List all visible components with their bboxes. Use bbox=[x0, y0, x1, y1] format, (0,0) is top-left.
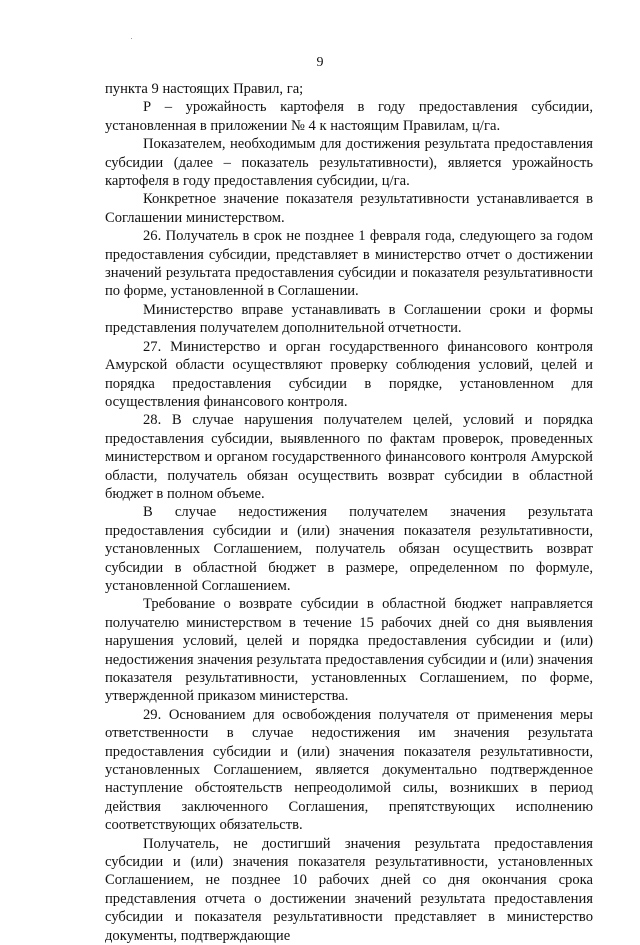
paragraph-p-definition: Р – урожайность картофеля в году предоставления субсидии, установленная в приложении № 4 к настоящим Правилам, ц/га. bbox=[105, 99, 593, 134]
paragraph-clause-28: 28. В случае нарушения получателем целей, условий и порядка предоставления субсидии, выявленного по фактам проверок, проведенных министерством и органом государственного финансового контроля Амурской области, получатель обязан осуществить возврат субсидии в областной бюджет в полном объеме. bbox=[105, 412, 593, 502]
paragraph-clause-29: 29. Основанием для освобождения получателя от применения меры ответственности в случае недостижения им значения результата предоставления субсидии и (или) значения показателя результативности, установленных Соглашением, является документально подтвержденное наступление обстоятельств непреодолимой силы, возникших в период действия заключенного Соглашения, препятствующих исполнению соответствующих обязательств. bbox=[105, 706, 593, 834]
paragraph-clause-26: 26. Получатель в срок не позднее 1 февраля года, следующего за годом предоставления субсидии, представляет в министерство отчет о достижении значений результата предоставления субсидии и показателя результативности по форме, установленной в Соглашении. bbox=[105, 228, 593, 300]
scan-mark bbox=[131, 38, 132, 39]
paragraph-clause-27: 27. Министерство и орган государственного финансового контроля Амурской области осуществляют проверку соблюдения условий, целей и порядка предоставления субсидии в порядке, установленном для осуществления финансового контроля. bbox=[105, 338, 593, 410]
paragraph-refund-demand: Требование о возврате субсидии в областной бюджет направляется получателю министерством в течение 15 рабочих дней со дня выявления нарушения условий, целей и порядка предоставления субсидии и (или) недостижения значения результата предоставления субсидии и (или) значения показателя результативности, установленных Соглашением, по форме, утвержденной приказом министерства. bbox=[105, 596, 593, 705]
paragraph-indicator: Показателем, необходимым для достижения результата предоставления субсидии (далее – показатель результативности), является урожайность картофеля в году предоставления субсидии, ц/га. bbox=[105, 136, 593, 190]
paragraph-additional-reporting: Министерство вправе устанавливать в Соглашении сроки и формы представления получателем дополнительной отчетности. bbox=[105, 301, 593, 337]
paragraph-indicator-value: Конкретное значение показателя результативности устанавливается в Соглашении министерством. bbox=[105, 191, 593, 226]
paragraph-recipient-documents: Получатель, не достигший значения результата предоставления субсидии и (или) значения показателя результативности, установленных Соглашением, не позднее 10 рабочих дней со дня окончания срока представления отчета о достижении значений результата предоставления субсидии и показателя результативности представляет в министерство документы, подтверждающие bbox=[105, 835, 593, 944]
paragraph-continuation: пункта 9 настоящих Правил, га; bbox=[105, 81, 304, 97]
paragraph-non-achievement: В случае недостижения получателем значения результата предоставления субсидии и (или) значения показателя результативности, установленных Соглашением, получатель обязан осуществить возврат субсидии в областной бюджет в размере, определенном по формуле, установленной Соглашением. bbox=[105, 504, 593, 594]
page-number: 9 bbox=[316, 55, 324, 70]
document-body bbox=[105, 80, 593, 945]
